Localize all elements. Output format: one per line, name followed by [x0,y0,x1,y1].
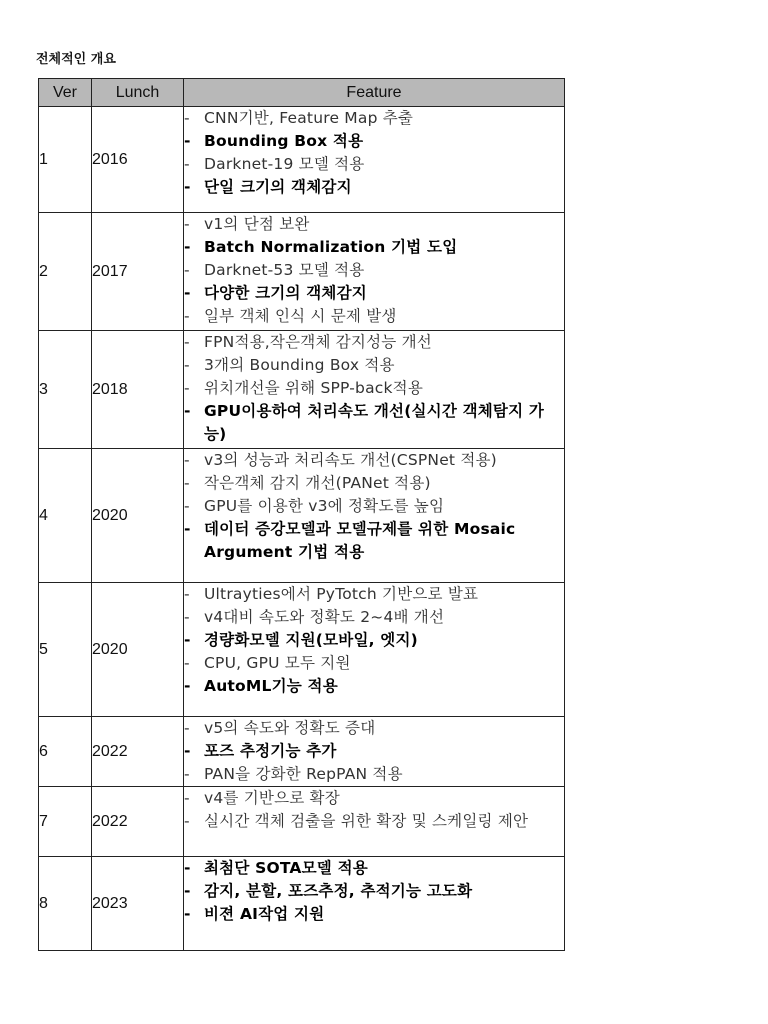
table-row [39,213,565,331]
feature-item [184,857,564,880]
dash-bullet-icon: - [184,238,191,256]
dash-bullet-icon: - [184,261,190,279]
feature-list [184,331,564,446]
dash-bullet-icon: - [184,520,191,538]
dash-bullet-icon: - [184,742,191,760]
launch-year-cell: 2023 [92,857,184,951]
feature-item [184,213,564,236]
launch-year-cell: 2017 [92,213,184,331]
table-row [39,449,565,583]
feature-cell [184,857,565,951]
feature-list [184,107,564,199]
feature-list [184,787,564,833]
feature-cell [184,717,565,787]
feature-item [184,331,564,354]
dash-bullet-icon: - [184,474,190,492]
launch-year-cell: 2020 [92,449,184,583]
dash-bullet-icon: - [184,608,190,626]
feature-text: 실시간 객체 검출을 위한 확장 및 스케일링 제안 [204,812,529,830]
table-row [39,717,565,787]
feature-item [184,652,564,675]
version-cell: 4 [39,449,92,583]
dash-bullet-icon: - [184,155,190,173]
launch-year-cell: 2018 [92,331,184,449]
dash-bullet-icon: - [184,356,190,374]
feature-cell [184,213,565,331]
version-cell: 5 [39,583,92,717]
dash-bullet-icon: - [184,215,190,233]
feature-item [184,903,564,926]
feature-text: FPN적용,작은객체 감지성능 개선 [204,333,432,351]
dash-bullet-icon: - [184,497,190,515]
version-cell: 7 [39,787,92,857]
dash-bullet-icon: - [184,132,191,150]
yolo-version-table [38,78,565,951]
version-cell: 8 [39,857,92,951]
feature-item [184,153,564,176]
table-row [39,857,565,951]
feature-text: 다양한 크기의 객체감지 [204,284,367,302]
feature-text: 데이터 증강모델과 모델규제를 위한 Mosaic Argument 기법 적용 [204,520,516,561]
launch-year-cell: 2020 [92,583,184,717]
feature-item [184,629,564,652]
feature-text: Batch Normalization 기법 도입 [204,238,458,256]
header-feature: Feature [184,79,565,107]
version-cell: 1 [39,107,92,213]
feature-text: GPU를 이용한 v3에 정확도를 높임 [204,497,445,515]
feature-text: v1의 단점 보완 [204,215,310,233]
feature-item [184,787,564,810]
dash-bullet-icon: - [184,109,190,127]
feature-text: Bounding Box 적용 [204,132,364,150]
feature-item [184,130,564,153]
feature-item [184,472,564,495]
feature-text: 최첨단 SOTA모델 적용 [204,859,368,877]
dash-bullet-icon: - [184,882,191,900]
feature-text: v3의 성능과 처리속도 개선(CSPNet 적용) [204,451,497,469]
feature-item [184,176,564,199]
header-ver: Ver [39,79,92,107]
feature-cell [184,787,565,857]
feature-text: CPU, GPU 모두 지원 [204,654,351,672]
feature-list [184,213,564,328]
feature-item [184,606,564,629]
table-row [39,787,565,857]
feature-text: 단일 크기의 객체감지 [204,178,352,196]
dash-bullet-icon: - [184,631,191,649]
document-title: 전체적인 개요 [36,52,116,67]
dash-bullet-icon: - [184,859,191,877]
feature-text: Darknet-19 모델 적용 [204,155,365,173]
table-body [39,107,565,951]
feature-item [184,282,564,305]
feature-item [184,740,564,763]
feature-text: 위치개선을 위해 SPP-back적용 [204,379,424,397]
feature-item [184,236,564,259]
version-cell: 3 [39,331,92,449]
feature-text: 경량화모델 지원(모바일, 엣지) [204,631,418,649]
dash-bullet-icon: - [184,812,190,830]
feature-item [184,763,564,786]
dash-bullet-icon: - [184,307,190,325]
feature-list [184,449,564,564]
feature-item [184,810,564,833]
feature-item [184,880,564,903]
feature-item [184,259,564,282]
dash-bullet-icon: - [184,402,191,420]
feature-item [184,107,564,130]
feature-text: Darknet-53 모델 적용 [204,261,365,279]
launch-year-cell: 2022 [92,787,184,857]
table-row [39,331,565,449]
launch-year-cell: 2016 [92,107,184,213]
feature-list [184,857,564,926]
feature-item [184,717,564,740]
feature-text: v4를 기반으로 확장 [204,789,340,807]
feature-text: 작은객체 감지 개선(PANet 적용) [204,474,431,492]
dash-bullet-icon: - [184,585,190,603]
feature-list [184,583,564,698]
header-lunch: Lunch [92,79,184,107]
feature-cell [184,331,565,449]
feature-item [184,377,564,400]
dash-bullet-icon: - [184,765,190,783]
feature-text: 감지, 분할, 포즈추정, 추적기능 고도화 [204,882,473,900]
feature-text: v5의 속도와 정확도 증대 [204,719,376,737]
dash-bullet-icon: - [184,178,191,196]
feature-text: CNN기반, Feature Map 추출 [204,109,414,127]
feature-cell [184,107,565,213]
feature-text: 비젼 AI작업 지원 [204,905,325,923]
feature-item [184,583,564,606]
dash-bullet-icon: - [184,333,190,351]
feature-cell [184,583,565,717]
table-row [39,107,565,213]
feature-text: PAN을 강화한 RepPAN 적용 [204,765,403,783]
dash-bullet-icon: - [184,677,191,695]
feature-list [184,717,564,786]
table-row [39,583,565,717]
version-cell: 2 [39,213,92,331]
feature-text: GPU이용하여 처리속도 개선(실시간 객체탐지 가능) [204,402,545,443]
feature-item [184,518,564,564]
dash-bullet-icon: - [184,789,190,807]
dash-bullet-icon: - [184,654,190,672]
feature-text: AutoML기능 적용 [204,677,338,695]
dash-bullet-icon: - [184,284,191,302]
feature-cell [184,449,565,583]
feature-text: 3개의 Bounding Box 적용 [204,356,395,374]
dash-bullet-icon: - [184,905,191,923]
feature-item [184,675,564,698]
feature-text: 포즈 추정기능 추가 [204,742,337,760]
feature-text: v4대비 속도와 정확도 2~4배 개선 [204,608,445,626]
dash-bullet-icon: - [184,719,190,737]
dash-bullet-icon: - [184,451,190,469]
feature-item [184,495,564,518]
feature-item [184,449,564,472]
feature-text: 일부 객체 인식 시 문제 발생 [204,307,397,325]
feature-item [184,354,564,377]
version-cell: 6 [39,717,92,787]
feature-item [184,400,564,446]
dash-bullet-icon: - [184,379,190,397]
table-header-row [39,79,565,107]
launch-year-cell: 2022 [92,717,184,787]
feature-text: Ultrayties에서 PyTotch 기반으로 발표 [204,585,479,603]
feature-item [184,305,564,328]
